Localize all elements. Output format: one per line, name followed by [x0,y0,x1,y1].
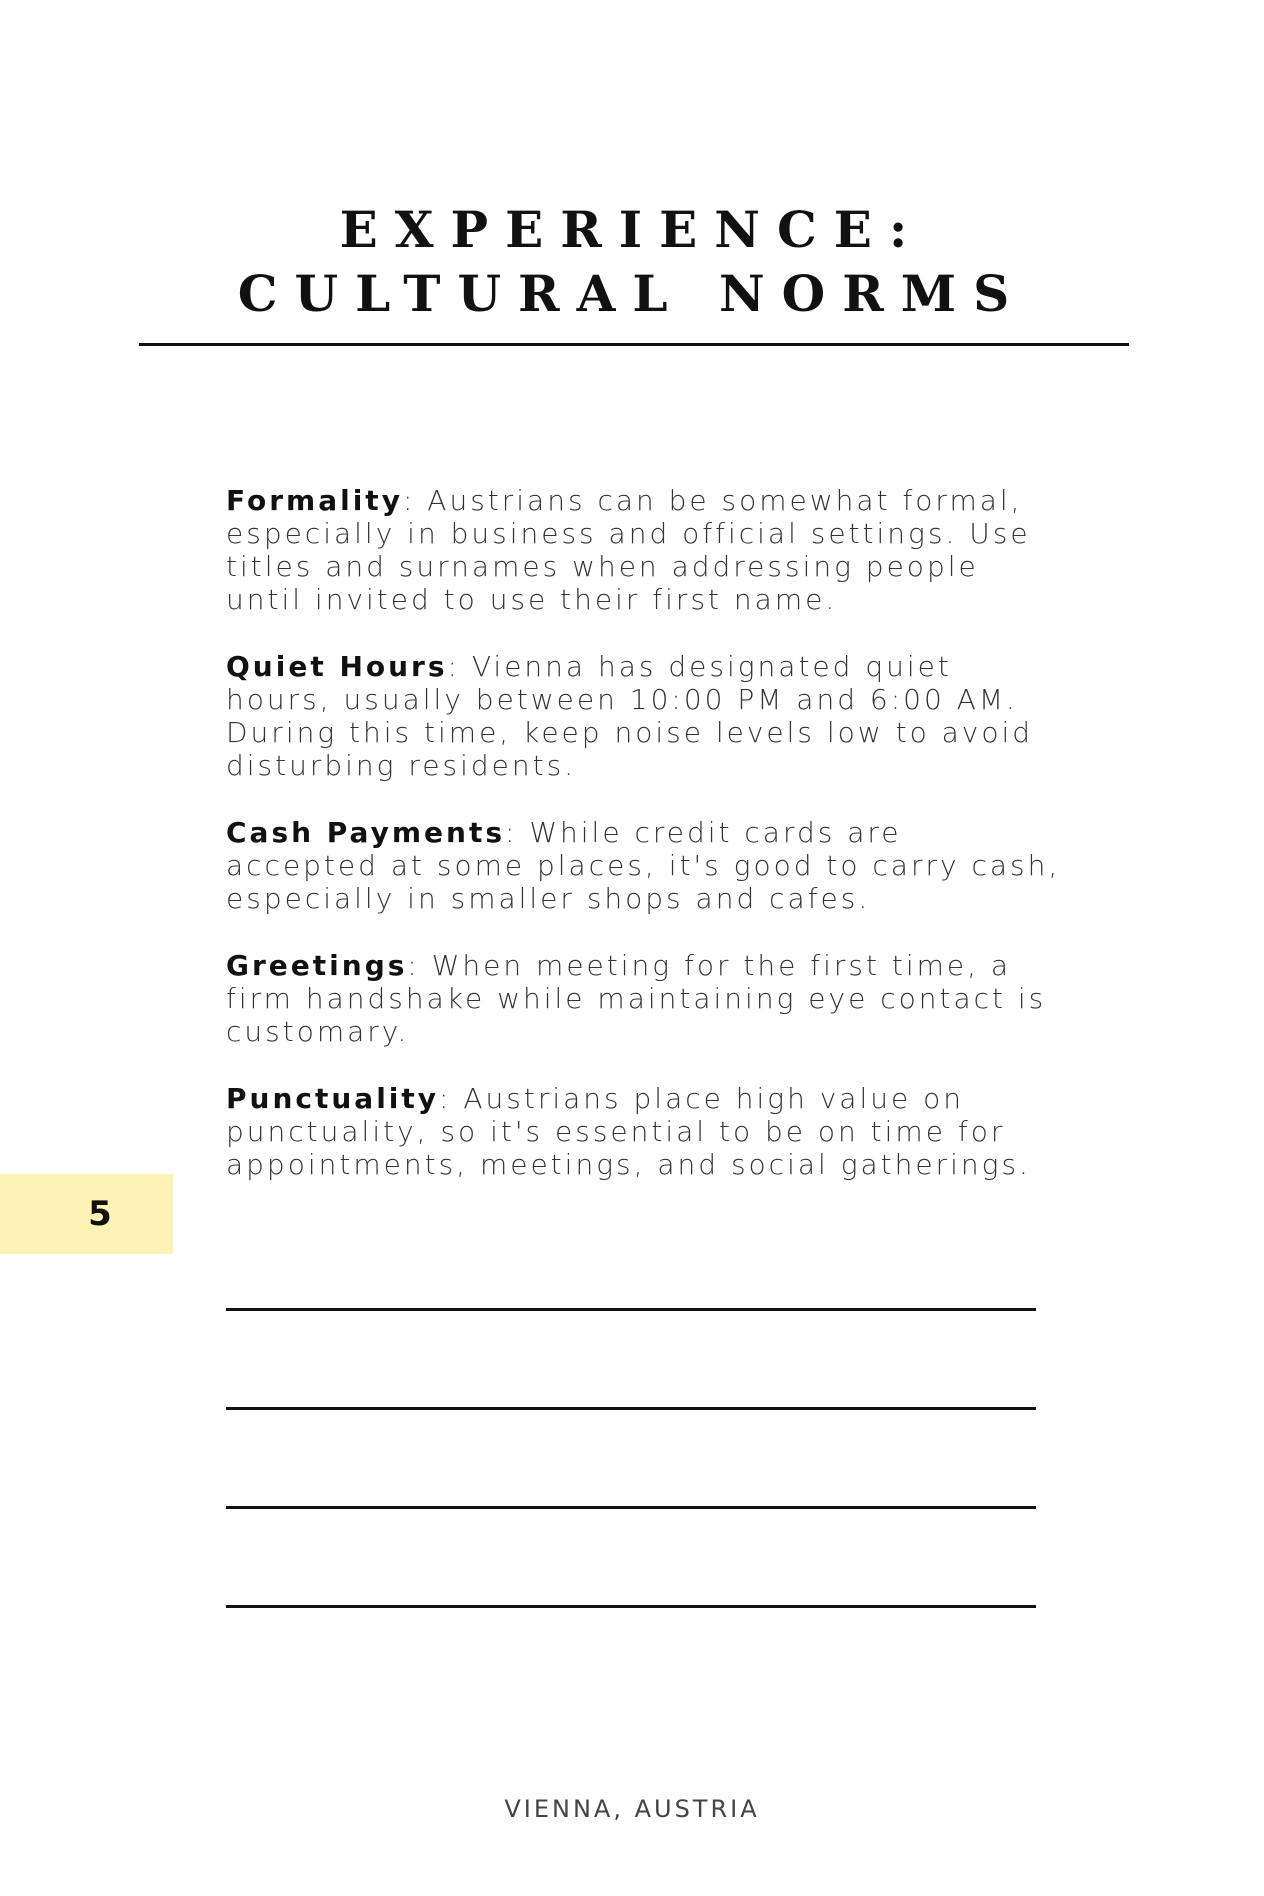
entry-description: : While credit cards are accepted at some places, it's good to carry cash, especially in smaller shops and cafes. [226,816,1061,915]
entry-description: : Vienna has designated quiet hours, usually between 10:00 PM and 6:00 AM. During this time, keep noise levels low to avoid disturbing residents. [226,650,1034,782]
page-title: EXPERIENCE: CULTURAL NORMS [237,200,1027,323]
cultural-norms-list [226,484,1066,1215]
entry-term: Cash Payments [226,816,505,849]
entry-term: Greetings [226,949,408,982]
page-number-tab [0,1174,173,1254]
entry-formality [226,484,1066,616]
note-line-4 [226,1605,1036,1608]
entry-term: Formality [226,484,403,517]
entry-greetings [226,949,1066,1048]
entry-cash-payments [226,816,1066,915]
entry-description: : Austrians can be somewhat formal, especially in business and official settings. Use titles and surnames when addressing people until invited to use their first name. [226,484,1031,616]
note-line-3 [226,1506,1036,1509]
footer-location: VIENNA, AUSTRIA [504,1795,760,1823]
entry-punctuality [226,1082,1066,1181]
entry-description: : Austrians place high value on punctuality, so it's essential to be on time for appointments, meetings, and social gatherings. [226,1082,1031,1181]
entry-term: Quiet Hours [226,650,448,683]
note-line-1 [226,1308,1036,1311]
note-line-2 [226,1407,1036,1410]
entry-description: : When meeting for the first time, a firm handshake while maintaining eye contact is customary. [226,949,1047,1048]
entry-quiet-hours [226,650,1066,782]
page-number: 5 [88,1194,112,1234]
entry-term: Punctuality [226,1082,440,1115]
title-underline [139,343,1129,346]
